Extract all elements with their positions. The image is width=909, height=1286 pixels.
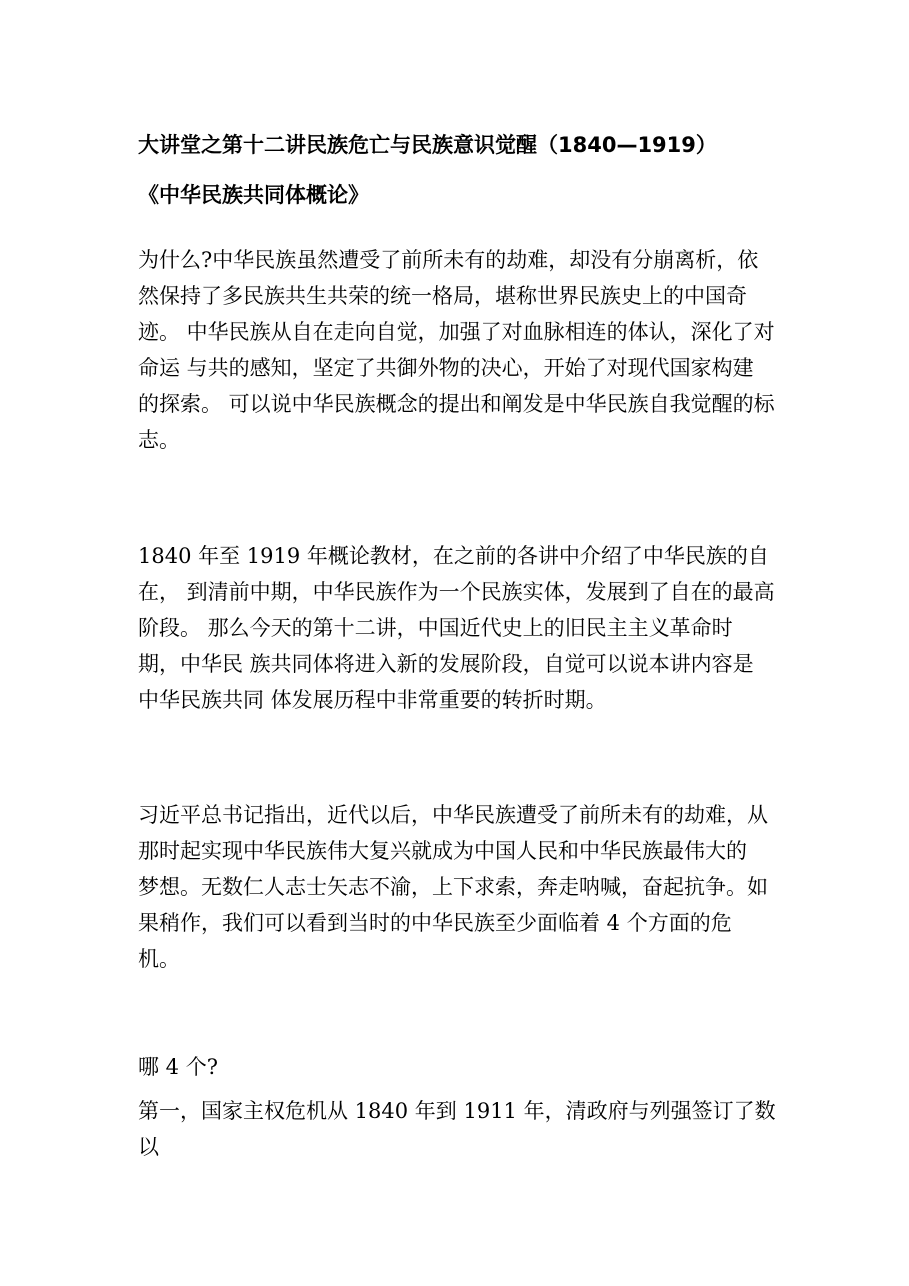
paragraph-line: 果稍作，我们可以看到当时的中华民族至少面临着 4 个方面的危 xyxy=(138,911,732,935)
paragraph-2 xyxy=(138,538,788,718)
document-subtitle: 《中华民族共同体概论》 xyxy=(138,183,369,207)
document-title: 大讲堂之第十二讲民族危亡与民族意识觉醒（1840—1919） xyxy=(138,133,717,157)
paragraph-line: 志。 xyxy=(138,428,180,452)
paragraph-line: 为什么?中华民族虽然遭受了前所未有的劫难，却没有分崩离析，依 xyxy=(138,248,759,272)
paragraph-line: 那时起实现中华民族伟大复兴就成为中国人民和中华民族最伟大的 xyxy=(138,839,747,863)
paragraph-line: 梦想。无数仁人志士矢志不渝，上下求索，奔走呐喊，奋起抗争。如 xyxy=(138,875,768,899)
paragraph-line: 阶段。 那么今天的第十二讲，中国近代史上的旧民主主义革命时 xyxy=(138,616,733,640)
paragraph-3 xyxy=(138,797,788,977)
paragraph-line: 的探索。 可以说中华民族概念的提出和阐发是中华民族自我觉醒的标 xyxy=(138,392,775,416)
paragraph-line: 机。 xyxy=(138,947,180,971)
paragraph-line: 习近平总书记指出，近代以后，中华民族遭受了前所未有的劫难，从 xyxy=(138,803,768,827)
paragraph-line: 以 xyxy=(138,1135,159,1159)
paragraph-line: 期，中华民 族共同体将进入新的发展阶段，自觉可以说本讲内容是 xyxy=(138,652,754,676)
paragraph-line: 1840 年至 1919 年概论教材，在之前的各讲中介绍了中华民族的自 xyxy=(138,544,769,568)
paragraph-4 xyxy=(138,1049,788,1085)
paragraph-line: 哪 4 个? xyxy=(138,1055,218,1079)
paragraph-line: 然保持了多民族共生共荣的统一格局，堪称世界民族史上的中国奇 xyxy=(138,284,747,308)
paragraph-line: 中华民族共同 体发展历程中非常重要的转折时期。 xyxy=(138,688,607,712)
paragraph-line: 命运 与共的感知，坚定了共御外物的决心，开始了对现代国家构建 xyxy=(138,356,754,380)
paragraph-1 xyxy=(138,242,788,458)
paragraph-line: 在， 到清前中期，中华民族作为一个民族实体，发展到了自在的最高 xyxy=(138,580,775,604)
paragraph-line: 第一，国家主权危机从 1840 年到 1911 年，清政府与列强签订了数 xyxy=(138,1099,776,1123)
paragraph-5 xyxy=(138,1093,788,1165)
paragraph-line: 迹。 中华民族从自在走向自觉，加强了对血脉相连的体认，深化了对 xyxy=(138,320,775,344)
